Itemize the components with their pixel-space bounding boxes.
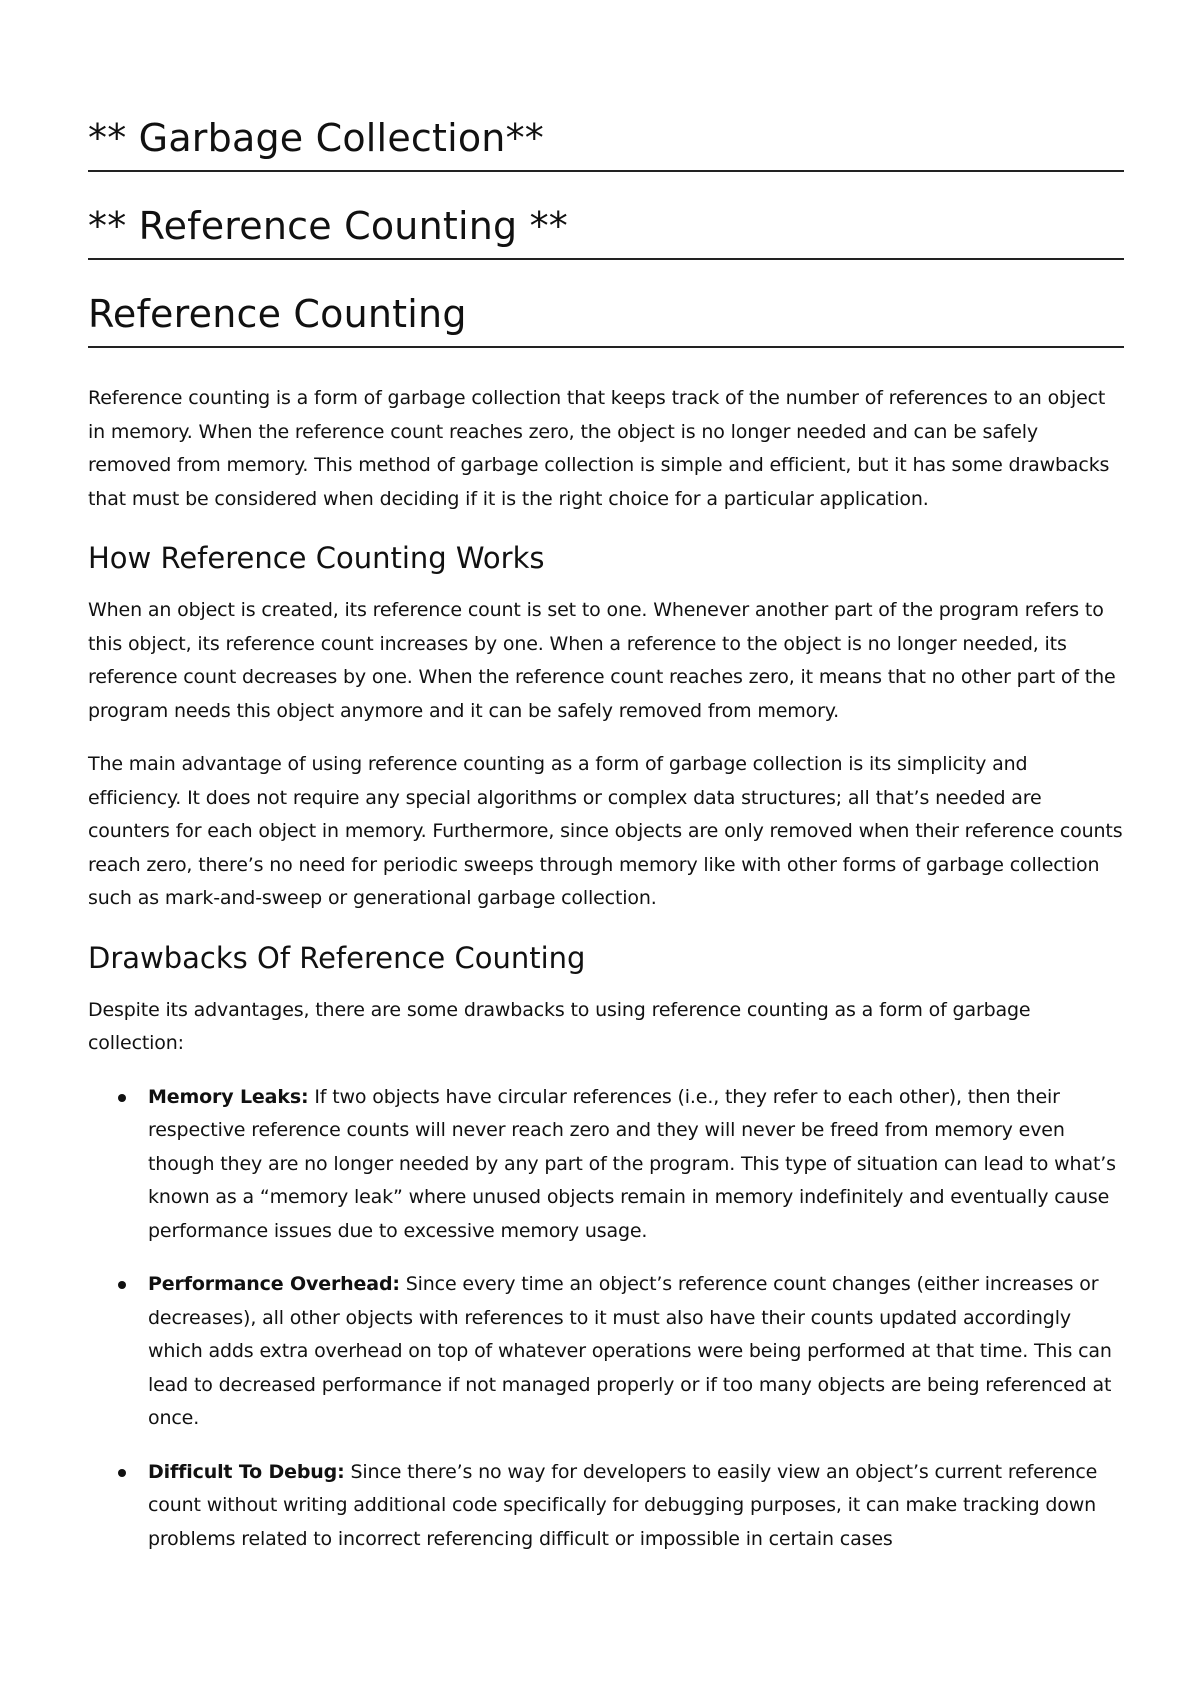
heading-drawbacks: Drawbacks Of Reference Counting <box>88 940 586 975</box>
list-item-performance-overhead <box>148 1268 1124 1436</box>
heading-how-it-works: How Reference Counting Works <box>88 541 545 575</box>
how-it-works-paragraph-2: The main advantage of using reference counting as a form of garbage collection is its simplicity and efficiency. It does not require any special algorithms or complex data structures; all that’s needed are counters for each object in memory. Furthermore, since objects are only removed when their reference counts reach zero, there’s no need for periodic sweeps through memory like with other forms of garbage collection such as mark-and-sweep or generational garbage collection. <box>88 753 1123 909</box>
heading-reference-counting: Reference Counting <box>88 288 1124 348</box>
bullet-icon <box>118 1469 126 1477</box>
drawbacks-intro-paragraph: Despite its advantages, there are some drawbacks to using reference counting as a form of garbage collection: <box>88 998 1031 1054</box>
intro-paragraph: Reference counting is a form of garbage collection that keeps track of the number of references to an object in memory. When the reference count reaches zero, the object is no longer needed and can be safely removed from memory. This method of garbage collection is simple and efficient, but it has some drawbacks that must be considered when deciding if it is the right choice for a particular application. <box>88 387 1110 510</box>
list-item-text: If two objects have circular references (i.e., they refer to each other), then their respective reference counts will never reach zero and they will never be freed from memory even though they are no longer needed by any part of the program. This type of situation can lead to what’s known as a “memory leak” where unused objects remain in memory indefinitely and eventually cause performance issues due to excessive memory usage. <box>148 1085 1116 1242</box>
list-item-difficult-to-debug <box>148 1456 1124 1557</box>
list-item-text: Since every time an object’s reference count changes (either increases or decreases), all other objects with references to it must also have their counts updated accordingly which adds extra overhead on top of whatever operations were being performed at that time. This can lead to decreased performance if not managed properly or if too many objects are being referenced at once. <box>148 1273 1112 1429</box>
bullet-icon <box>118 1281 126 1289</box>
how-it-works-paragraph-1: When an object is created, its reference count is set to one. Whenever another part of the program refers to this object, its reference count increases by one. When a reference to the object is no longer needed, its reference count decreases by one. When the reference count reaches zero, it means that no other part of the program needs this object anymore and it can be safely removed from memory. <box>88 599 1116 722</box>
list-item-memory-leaks <box>148 1081 1124 1249</box>
list-item-term: Difficult To Debug: <box>148 1460 345 1483</box>
drawbacks-list <box>88 1081 1124 1557</box>
bullet-icon <box>118 1094 126 1102</box>
list-item-term: Performance Overhead: <box>148 1273 400 1295</box>
heading-garbage-collection: ** Garbage Collection** <box>88 112 1124 172</box>
list-item-text: Since there’s no way for developers to easily view an object’s current reference count without writing additional code specifically for debugging purposes, it can make tracking down problems related to incorrect referencing difficult or impossible in certain cases <box>148 1460 1098 1550</box>
heading-reference-counting-stars: ** Reference Counting ** <box>88 200 1124 260</box>
list-item-term: Memory Leaks: <box>148 1085 309 1108</box>
